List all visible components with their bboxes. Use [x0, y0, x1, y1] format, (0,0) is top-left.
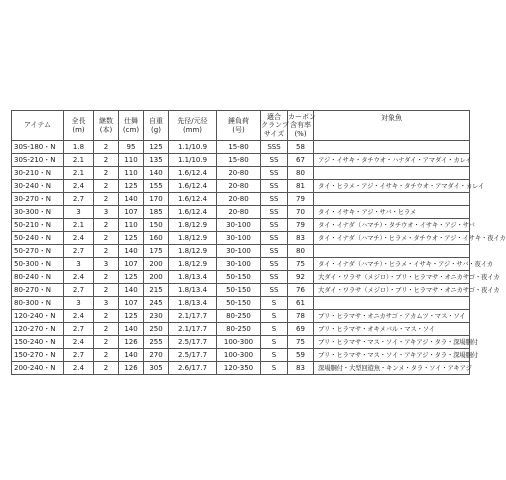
cell-carbon: 70 — [288, 206, 314, 219]
cell-tip: 2.5/17.7 — [169, 336, 217, 349]
cell-sections: 2 — [94, 310, 119, 323]
cell-closed: 125 — [119, 310, 144, 323]
cell-length: 2.1 — [64, 154, 94, 167]
cell-tip: 1.8/13.4 — [169, 284, 217, 297]
cell-target-fish: ブリ・ヒラマサ・マス・ソイ・アキアジ・タラ・深場胴付 — [314, 336, 470, 349]
cell-load: 120-350 — [217, 362, 261, 375]
cell-clamp: SS — [261, 167, 288, 180]
cell-closed: 95 — [119, 141, 144, 154]
cell-sections: 2 — [94, 349, 119, 362]
cell-load: 20-80 — [217, 193, 261, 206]
cell-item: 50-240・N — [12, 232, 64, 245]
cell-sections: 2 — [94, 362, 119, 375]
cell-tip: 1.8/12.9 — [169, 245, 217, 258]
cell-item: 30-300・N — [12, 206, 64, 219]
cell-target-fish: ブリ・ヒラマサ・オキメバル・マス・ソイ — [314, 323, 470, 336]
cell-tip: 1.1/10.9 — [169, 141, 217, 154]
cell-closed: 107 — [119, 206, 144, 219]
cell-sections: 2 — [94, 167, 119, 180]
cell-target-fish: 深場胴付・大型回遊魚・キンメ・タラ・ソイ・アキアジ — [314, 362, 470, 375]
header-clamp: 適合 クランプ サイズ — [261, 111, 288, 141]
cell-target-fish — [314, 167, 470, 180]
header-target-fish: 対象魚 — [314, 111, 470, 141]
header-carbon: カーボン 含有率 (%) — [288, 111, 314, 141]
cell-clamp: S — [261, 336, 288, 349]
cell-target-fish: アジ・イサキ・タチウオ・ハナダイ・アマダイ・カレイ — [314, 154, 470, 167]
spec-table — [11, 110, 506, 375]
cell-target-fish: タイ・イナダ（ハマチ）・タチウオ・イサキ・アジ・サバ — [314, 219, 470, 232]
table-row — [12, 167, 470, 180]
cell-sections: 2 — [94, 141, 119, 154]
cell-carbon: 75 — [288, 336, 314, 349]
cell-weight: 230 — [144, 310, 169, 323]
cell-weight: 125 — [144, 141, 169, 154]
cell-weight: 270 — [144, 349, 169, 362]
cell-carbon: 80 — [288, 167, 314, 180]
cell-load: 20-80 — [217, 180, 261, 193]
cell-closed: 110 — [119, 154, 144, 167]
cell-sections: 2 — [94, 271, 119, 284]
cell-closed: 140 — [119, 193, 144, 206]
cell-length: 3 — [64, 258, 94, 271]
header-load: 錘負荷 (号) — [217, 111, 261, 141]
table-row — [12, 141, 470, 154]
cell-item: 50-210・N — [12, 219, 64, 232]
cell-load: 30-100 — [217, 219, 261, 232]
cell-tip: 1.6/12.4 — [169, 193, 217, 206]
cell-item: 80-300・N — [12, 297, 64, 310]
cell-clamp: S — [261, 323, 288, 336]
cell-load: 100-300 — [217, 336, 261, 349]
cell-load: 30-100 — [217, 245, 261, 258]
cell-clamp: SS — [261, 193, 288, 206]
cell-length: 2.4 — [64, 336, 94, 349]
cell-clamp: SS — [261, 206, 288, 219]
cell-weight: 135 — [144, 154, 169, 167]
cell-tip: 1.8/12.9 — [169, 232, 217, 245]
cell-carbon: 81 — [288, 180, 314, 193]
cell-item: 80-270・N — [12, 284, 64, 297]
table-row — [12, 284, 470, 297]
cell-weight: 155 — [144, 180, 169, 193]
table-row — [12, 362, 470, 375]
cell-tip: 1.6/12.4 — [169, 167, 217, 180]
cell-carbon: 69 — [288, 323, 314, 336]
header-closed-length: 仕舞 (cm) — [119, 111, 144, 141]
cell-sections: 3 — [94, 206, 119, 219]
cell-carbon: 79 — [288, 219, 314, 232]
table-row — [12, 323, 470, 336]
cell-length: 2.4 — [64, 271, 94, 284]
cell-length: 2.1 — [64, 167, 94, 180]
cell-length: 2.7 — [64, 323, 94, 336]
cell-carbon: 76 — [288, 284, 314, 297]
cell-item: 120-270・N — [12, 323, 64, 336]
cell-sections: 2 — [94, 180, 119, 193]
cell-target-fish: ブリ・ヒラマサ・オニカサゴ・アカムツ・マス・ソイ — [314, 310, 470, 323]
cell-tip: 2.1/17.7 — [169, 323, 217, 336]
cell-target-fish: タイ・ヒラメ・アジ・イサキ・タチウオ・アマダイ・カレイ — [314, 180, 470, 193]
cell-target-fish: ブリ・ヒラマサ・マス・ソイ・アキアジ・タラ・深場胴付 — [314, 349, 470, 362]
cell-target-fish: タイ・イナダ（ハマチ）・ヒラメ・タチウオ・アジ・イサキ・夜イカ — [314, 232, 470, 245]
cell-closed: 125 — [119, 271, 144, 284]
cell-length: 2.7 — [64, 193, 94, 206]
cell-item: 50-270・N — [12, 245, 64, 258]
cell-target-fish: 大ダイ・ワラサ（メジロ）・ブリ・ヒラマサ・オニカサゴ・夜イカ — [314, 284, 470, 297]
cell-item: 30-270・N — [12, 193, 64, 206]
cell-tip: 2.5/17.7 — [169, 349, 217, 362]
table-row — [12, 219, 470, 232]
cell-target-fish — [314, 297, 470, 310]
cell-load: 100-300 — [217, 349, 261, 362]
cell-length: 3 — [64, 206, 94, 219]
cell-weight: 140 — [144, 167, 169, 180]
cell-load: 80-250 — [217, 310, 261, 323]
cell-sections: 3 — [94, 297, 119, 310]
cell-tip: 2.1/17.7 — [169, 310, 217, 323]
cell-item: 80-240・N — [12, 271, 64, 284]
cell-length: 3 — [64, 297, 94, 310]
cell-tip: 1.8/13.4 — [169, 297, 217, 310]
cell-length: 2.4 — [64, 180, 94, 193]
cell-item: 30-210・N — [12, 167, 64, 180]
cell-closed: 125 — [119, 232, 144, 245]
table-row — [12, 245, 470, 258]
cell-closed: 140 — [119, 245, 144, 258]
table-row — [12, 297, 470, 310]
cell-load: 15-80 — [217, 141, 261, 154]
cell-sections: 2 — [94, 245, 119, 258]
table-row — [12, 271, 470, 284]
cell-target-fish: タイ・イサキ・アジ・サバ・ヒラメ — [314, 206, 470, 219]
table-row — [12, 232, 470, 245]
cell-item: 150-240・N — [12, 336, 64, 349]
cell-length: 2.1 — [64, 219, 94, 232]
cell-closed: 110 — [119, 167, 144, 180]
header-sections: 継数 (本) — [94, 111, 119, 141]
cell-length: 1.8 — [64, 141, 94, 154]
cell-tip: 1.1/10.9 — [169, 154, 217, 167]
header-weight: 自重 (g) — [144, 111, 169, 141]
cell-tip: 1.6/12.4 — [169, 206, 217, 219]
table-row — [12, 336, 470, 349]
cell-closed: 140 — [119, 323, 144, 336]
cell-carbon: 67 — [288, 154, 314, 167]
cell-tip: 1.8/12.9 — [169, 219, 217, 232]
cell-weight: 185 — [144, 206, 169, 219]
cell-item: 150-270・N — [12, 349, 64, 362]
cell-length: 2.4 — [64, 232, 94, 245]
cell-closed: 110 — [119, 219, 144, 232]
cell-load: 15-80 — [217, 154, 261, 167]
header-length: 全長 (m) — [64, 111, 94, 141]
cell-sections: 2 — [94, 323, 119, 336]
cell-weight: 215 — [144, 284, 169, 297]
table-row — [12, 206, 470, 219]
table-row — [12, 154, 470, 167]
cell-load: 30-100 — [217, 232, 261, 245]
cell-item: 30S-210・N — [12, 154, 64, 167]
cell-carbon: 79 — [288, 193, 314, 206]
cell-clamp: S — [261, 297, 288, 310]
cell-clamp: SSS — [261, 141, 288, 154]
cell-sections: 2 — [94, 232, 119, 245]
cell-sections: 2 — [94, 193, 119, 206]
cell-load: 50-150 — [217, 284, 261, 297]
header-tip-butt: 先径/元径 (mm) — [169, 111, 217, 141]
cell-weight: 200 — [144, 271, 169, 284]
table-row — [12, 258, 470, 271]
cell-carbon: 61 — [288, 297, 314, 310]
cell-closed: 140 — [119, 284, 144, 297]
cell-clamp: S — [261, 362, 288, 375]
cell-sections: 3 — [94, 258, 119, 271]
cell-load: 20-80 — [217, 206, 261, 219]
cell-sections: 2 — [94, 154, 119, 167]
cell-weight: 305 — [144, 362, 169, 375]
cell-tip: 1.6/12.4 — [169, 180, 217, 193]
cell-target-fish — [314, 193, 470, 206]
cell-sections: 2 — [94, 219, 119, 232]
table-row — [12, 349, 470, 362]
cell-closed: 126 — [119, 362, 144, 375]
cell-clamp: SS — [261, 245, 288, 258]
cell-weight: 150 — [144, 219, 169, 232]
cell-load: 80-250 — [217, 323, 261, 336]
cell-load: 20-80 — [217, 167, 261, 180]
table-row — [12, 180, 470, 193]
cell-item: 120-240・N — [12, 310, 64, 323]
cell-carbon: 58 — [288, 141, 314, 154]
cell-carbon: 75 — [288, 258, 314, 271]
cell-closed: 125 — [119, 180, 144, 193]
cell-length: 2.4 — [64, 362, 94, 375]
cell-carbon: 83 — [288, 232, 314, 245]
cell-weight: 175 — [144, 245, 169, 258]
cell-carbon: 83 — [288, 362, 314, 375]
header-row — [12, 111, 470, 141]
cell-tip: 2.6/17.7 — [169, 362, 217, 375]
cell-clamp: SS — [261, 258, 288, 271]
cell-closed: 126 — [119, 336, 144, 349]
cell-length: 2.7 — [64, 245, 94, 258]
cell-target-fish — [314, 245, 470, 258]
cell-target-fish — [314, 141, 470, 154]
cell-weight: 250 — [144, 323, 169, 336]
cell-load: 30-100 — [217, 258, 261, 271]
cell-item: 30S-180・N — [12, 141, 64, 154]
cell-sections: 2 — [94, 336, 119, 349]
cell-closed: 107 — [119, 297, 144, 310]
cell-clamp: SS — [261, 271, 288, 284]
table-row — [12, 193, 470, 206]
cell-carbon: 80 — [288, 245, 314, 258]
cell-weight: 160 — [144, 232, 169, 245]
cell-item: 30-240・N — [12, 180, 64, 193]
cell-clamp: SS — [261, 180, 288, 193]
cell-load: 50-150 — [217, 271, 261, 284]
cell-weight: 245 — [144, 297, 169, 310]
table-row — [12, 310, 470, 323]
cell-length: 2.4 — [64, 310, 94, 323]
cell-closed: 107 — [119, 258, 144, 271]
cell-target-fish: 大ダイ・ワラサ（メジロ）・ブリ・ヒラマサ・オニカサゴ・夜イカ — [314, 271, 470, 284]
cell-item: 200-240・N — [12, 362, 64, 375]
cell-sections: 2 — [94, 284, 119, 297]
cell-clamp: SS — [261, 284, 288, 297]
cell-length: 2.7 — [64, 284, 94, 297]
header-item: アイテム — [12, 111, 64, 141]
cell-target-fish: タイ・イナダ（ハマチ）・ヒラメ・イサキ・アジ・サバ・夜イカ — [314, 258, 470, 271]
cell-weight: 170 — [144, 193, 169, 206]
cell-clamp: SS — [261, 219, 288, 232]
cell-weight: 200 — [144, 258, 169, 271]
cell-carbon: 92 — [288, 271, 314, 284]
cell-closed: 140 — [119, 349, 144, 362]
cell-tip: 1.8/13.4 — [169, 271, 217, 284]
cell-carbon: 78 — [288, 310, 314, 323]
cell-tip: 1.8/12.9 — [169, 258, 217, 271]
cell-clamp: SS — [261, 232, 288, 245]
cell-weight: 255 — [144, 336, 169, 349]
cell-load: 50-150 — [217, 297, 261, 310]
cell-clamp: S — [261, 310, 288, 323]
cell-clamp: S — [261, 349, 288, 362]
cell-clamp: SS — [261, 154, 288, 167]
cell-length: 2.7 — [64, 349, 94, 362]
cell-item: 50-300・N — [12, 258, 64, 271]
cell-carbon: 59 — [288, 349, 314, 362]
